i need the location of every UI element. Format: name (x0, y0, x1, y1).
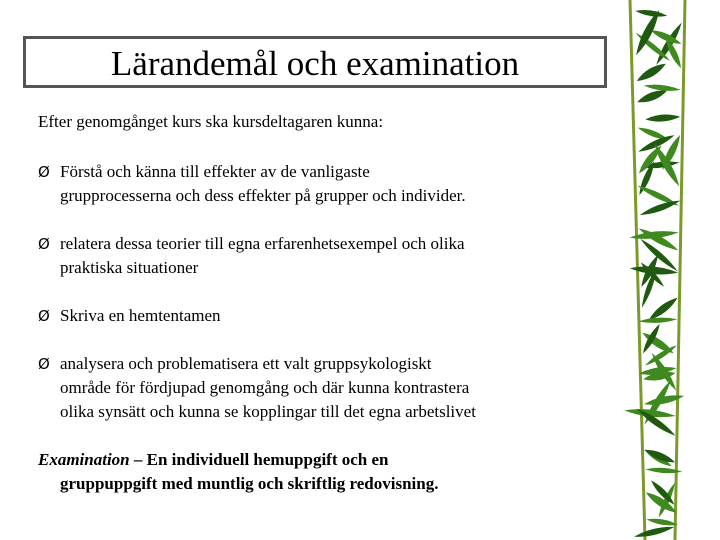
bullet-text (60, 232, 580, 280)
arrow-bullet-icon: Ø (38, 307, 50, 325)
bamboo-leaf (637, 225, 680, 253)
bullet-line: Förstå och känna till effekter av de vanligaste (60, 162, 370, 181)
arrow-bullet-icon: Ø (38, 355, 50, 373)
bamboo-leaf (638, 317, 677, 324)
bullet-text (60, 352, 580, 424)
bamboo-leaf (643, 447, 677, 466)
bamboo-leaf (635, 60, 668, 84)
bullet-line: område för fördjupad genomgång och där kunna kontrastera (60, 378, 470, 397)
bullet-line: analysera och problematisera ett valt gruppsykologiskt (60, 354, 432, 373)
bullet-line: relatera dessa teorier till egna erfarenhetsexempel och olika (60, 234, 465, 253)
examination-label: Examination (38, 450, 130, 469)
examination-line1: – En individuell hemuppgift och en (129, 450, 389, 469)
page-title: Lärandemål och examination (110, 43, 520, 83)
bamboo-leaf (635, 8, 668, 18)
bullet-line: praktiska situationer (60, 258, 199, 277)
bullet-line: Skriva en hemtentamen (60, 306, 221, 325)
bamboo-leaf (640, 329, 676, 356)
bamboo-leaf (646, 517, 678, 528)
bamboo-decoration (590, 0, 720, 540)
bamboo-leaf (645, 113, 681, 122)
bamboo-leaf (633, 524, 674, 540)
bullet-text (60, 304, 580, 328)
examination-line2: gruppuppgift med muntlig och skriftlig redovisning. (60, 474, 439, 493)
bullet-line: grupprocesserna och dess effekter på grupper och individer. (60, 186, 466, 205)
bamboo-leaf (640, 322, 662, 355)
bullet-line: olika synsätt och kunna se kopplingar till det egna arbetslivet (60, 402, 476, 421)
arrow-bullet-icon: Ø (38, 235, 50, 253)
bullet-text (60, 160, 580, 208)
intro-text: Efter genomgånget kurs ska kursdeltagaren kunna: (38, 112, 384, 131)
bamboo-leaf (639, 198, 682, 218)
arrow-bullet-icon: Ø (38, 163, 50, 181)
title-box (23, 36, 607, 88)
examination-text (38, 448, 438, 496)
